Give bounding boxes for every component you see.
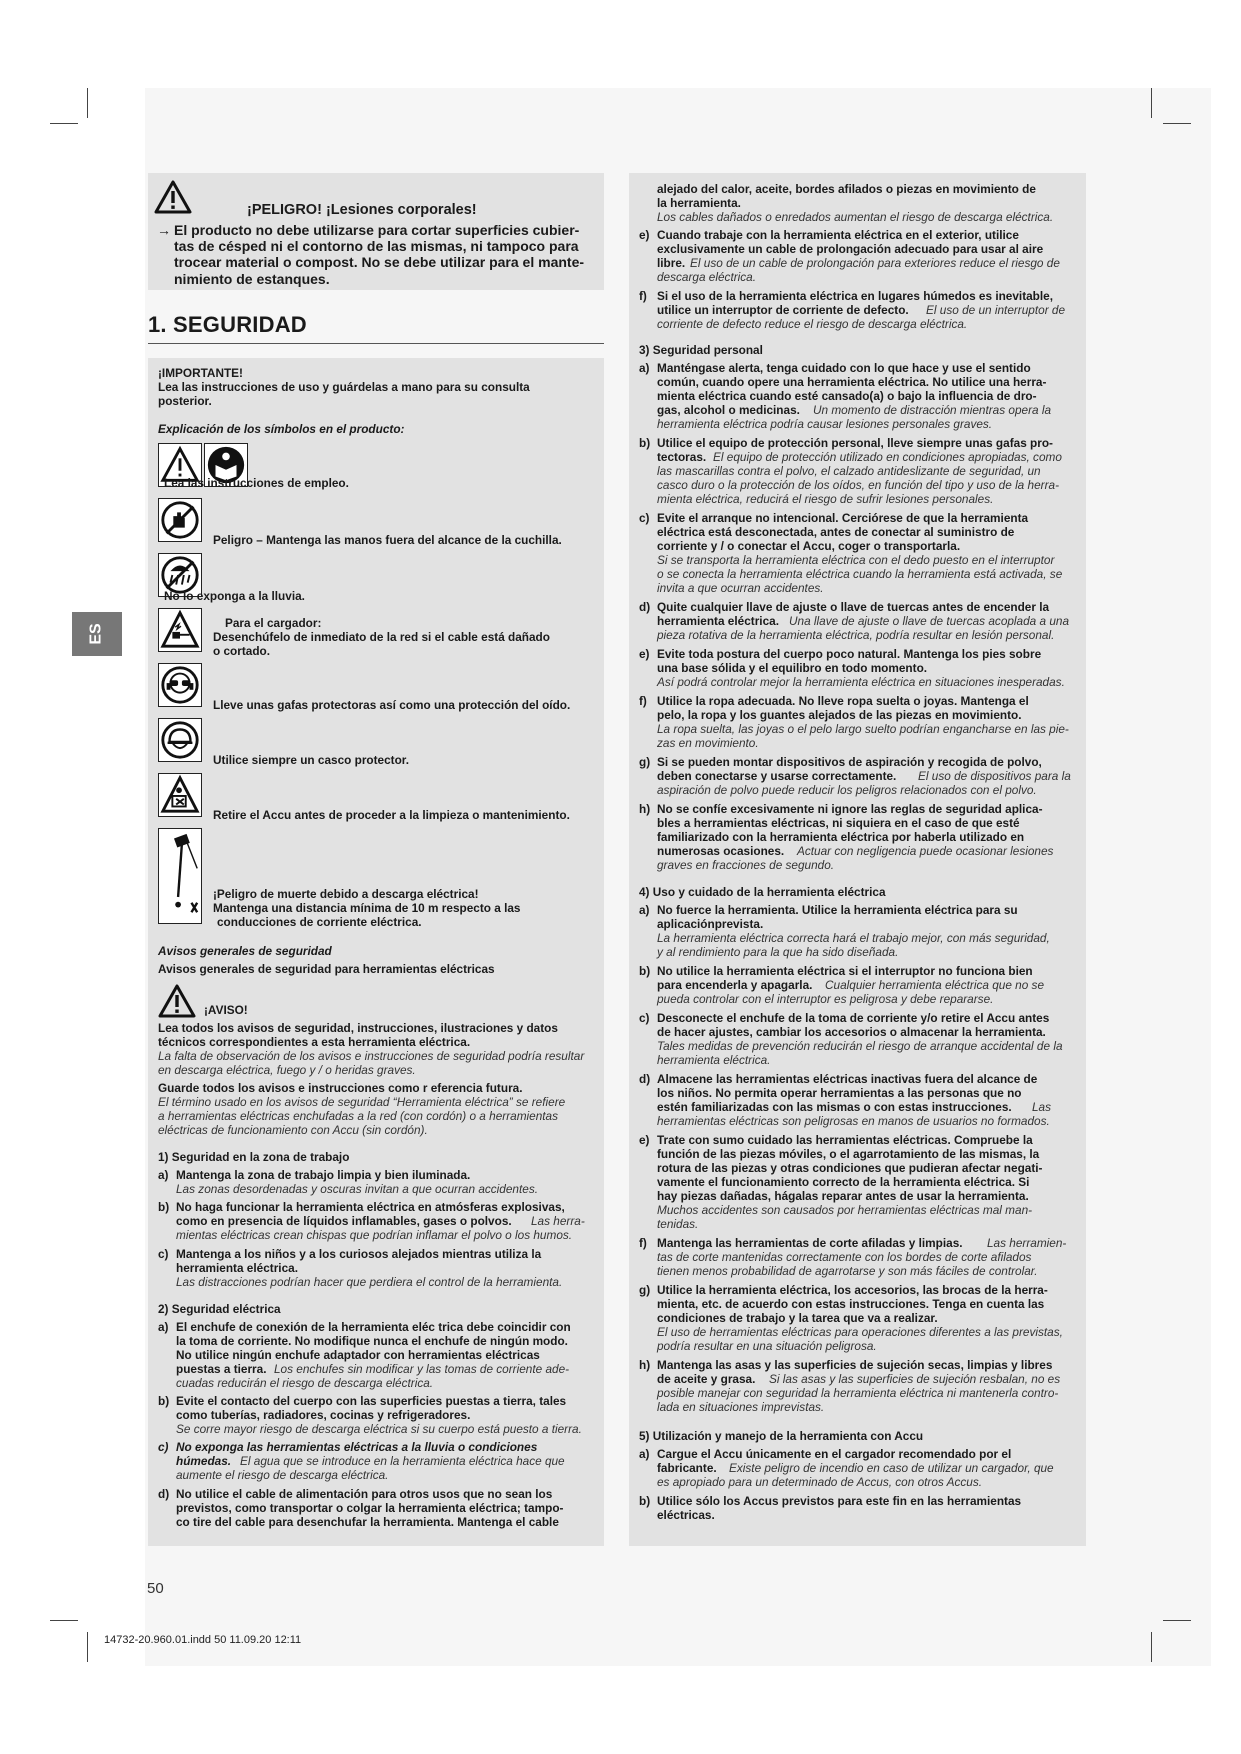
- power-line-icon: [159, 829, 201, 923]
- symbol-label: ¡Peligro de muerte debido a descarga eléctrica!: [213, 887, 479, 901]
- warning-triangle-icon: [154, 180, 192, 214]
- warning-label: ¡AVISO!: [204, 1003, 248, 1017]
- symbol-label: Para el cargador:: [225, 616, 322, 630]
- danger-title: ¡PELIGRO! ¡Lesiones corporales!: [247, 202, 477, 218]
- subsection-title: 5) Utilización y manejo de la herramienta con Accu: [639, 1429, 924, 1443]
- crop-mark: [87, 1632, 88, 1662]
- battery-symbol: [158, 773, 202, 817]
- general-heading: Avisos generales de seguridad: [158, 944, 332, 958]
- subsection-title: 3) Seguridad personal: [639, 343, 763, 357]
- battery-icon: [159, 774, 201, 816]
- crop-mark: [50, 1620, 78, 1621]
- charger-icon: [159, 609, 201, 651]
- symbol-label: Lleve unas gafas protectoras así como una protección del oído.: [213, 698, 571, 712]
- danger-text: → El producto no debe utilizarse para cortar superficies cubier- tas de césped ni el contorno de las mismas, ni tampoco para trocear material o compost. No se debe utilizar para el mante- nimiento de estanques.: [157, 222, 585, 287]
- important-heading: ¡IMPORTANTE!: [158, 366, 243, 380]
- hand-blade-symbol: [158, 498, 202, 542]
- section-title: 1. SEGURIDAD: [148, 312, 307, 337]
- page-number: 50: [147, 1580, 164, 1597]
- general-subheading: Avisos generales de seguridad para herramientas eléctricas: [158, 962, 495, 976]
- crop-mark: [50, 123, 78, 124]
- language-tab: ES: [72, 612, 122, 656]
- symbol-label: No lo exponga a la lluvia.: [164, 589, 305, 603]
- section-divider: [148, 343, 604, 344]
- print-footer: 14732-20.960.01.indd 50 11.09.20 12:11: [104, 1634, 302, 1646]
- goggles-icon: [159, 664, 201, 706]
- crop-mark: [1163, 1620, 1191, 1621]
- goggles-symbol: [158, 663, 202, 707]
- helmet-symbol: [158, 718, 202, 762]
- subsection-title: 1) Seguridad en la zona de trabajo: [158, 1150, 350, 1164]
- power-line-symbol: [158, 828, 202, 924]
- symbol-label: Retire el Accu antes de proceder a la limpieza o mantenimiento.: [213, 808, 570, 822]
- symbol-label: Lea las instrucciones de empleo.: [164, 476, 349, 490]
- hand-blade-icon: [159, 499, 201, 541]
- warning-triangle-icon: [158, 984, 196, 1018]
- subsection-title: 4) Uso y cuidado de la herramienta eléctrica: [639, 885, 886, 899]
- symbol-label: Utilice siempre un casco protector.: [213, 753, 410, 767]
- symbols-heading: Explicación de los símbolos en el producto:: [158, 422, 405, 436]
- crop-mark: [87, 88, 88, 118]
- crop-mark: [1163, 123, 1191, 124]
- crop-mark: [1151, 88, 1152, 118]
- arrow-icon: →: [157, 222, 171, 238]
- crop-mark: [1151, 1632, 1152, 1662]
- subsection-title: 2) Seguridad eléctrica: [158, 1302, 281, 1316]
- symbol-label: Peligro – Mantenga las manos fuera del alcance de la cuchilla.: [213, 533, 562, 547]
- charger-symbol: [158, 608, 202, 652]
- helmet-icon: [159, 719, 201, 761]
